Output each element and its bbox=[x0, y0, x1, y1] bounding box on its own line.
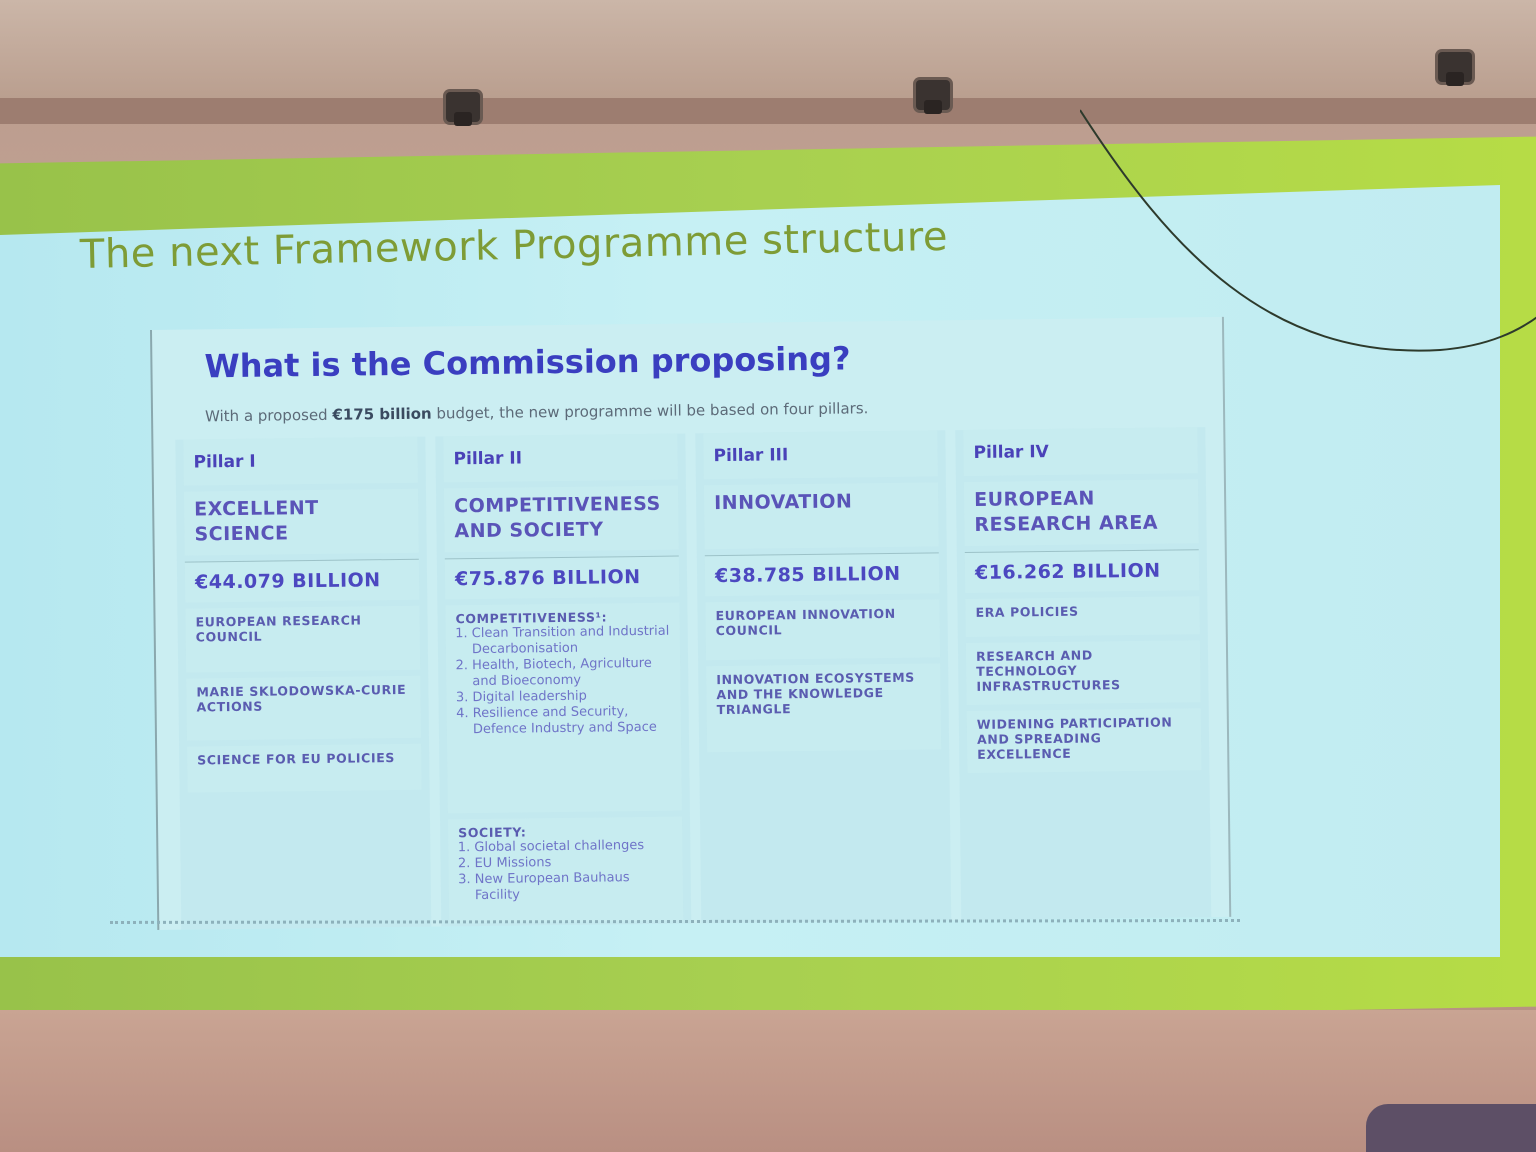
list-item: 4. Resilience and Security, Defence Industry and Space bbox=[473, 704, 671, 738]
pillar-item: ERA POLICIES bbox=[965, 596, 1199, 637]
pillar-item: EUROPEAN RESEARCH COUNCIL bbox=[185, 606, 420, 673]
pillar-item: WIDENING PARTICIPATION AND SPREADING EXCELLENCE bbox=[967, 708, 1202, 773]
pillar-item bbox=[445, 603, 682, 814]
list-item: 3. Digital leadership bbox=[472, 688, 670, 706]
intro-text-end: budget, the new programme will be based on four pillars. bbox=[431, 399, 869, 423]
ceiling-light bbox=[916, 80, 950, 110]
pillar-column-2 bbox=[435, 433, 691, 926]
list-item: 2. Health, Biotech, Agriculture and Bioeconomy bbox=[472, 656, 670, 690]
list-item: 1. Global societal challenges bbox=[474, 838, 672, 856]
pillar-column-1 bbox=[175, 437, 431, 930]
list-item: 1. Clean Transition and Industrial Decarbonisation bbox=[472, 624, 670, 658]
pillar-label: Pillar I bbox=[183, 437, 418, 486]
pillar-item bbox=[448, 817, 683, 924]
pillar-item-list bbox=[458, 838, 673, 905]
panel-heading: What is the Commission proposing? bbox=[204, 339, 851, 386]
intro-text bbox=[205, 399, 868, 425]
pillar-item: SCIENCE FOR EU POLICIES bbox=[187, 744, 422, 793]
wall-lower bbox=[0, 1010, 1536, 1152]
pillar-item: MARIE SKLODOWSKA-CURIE ACTIONS bbox=[186, 676, 421, 741]
ceiling-light bbox=[1438, 52, 1472, 82]
slide-title: The next Framework Programme structure bbox=[79, 213, 949, 278]
list-item: 2. EU Missions bbox=[474, 854, 672, 872]
pillar-column-3 bbox=[695, 430, 951, 923]
pillar-column-4 bbox=[955, 427, 1211, 920]
pillar-name: EUROPEAN RESEARCH AREA bbox=[964, 479, 1199, 546]
pillar-budget: €38.785 BILLION bbox=[705, 552, 939, 596]
ceiling bbox=[0, 0, 1536, 110]
seat-back bbox=[1366, 1104, 1536, 1152]
pillar-budget: €75.876 BILLION bbox=[445, 556, 679, 600]
ceiling-beam bbox=[0, 98, 1536, 124]
pillar-name: INNOVATION bbox=[704, 482, 939, 549]
pillar-item: RESEARCH AND TECHNOLOGY INFRASTRUCTURES bbox=[966, 640, 1201, 705]
pillar-label: Pillar II bbox=[443, 434, 678, 483]
pillar-label: Pillar IV bbox=[963, 427, 1198, 476]
pillar-label: Pillar III bbox=[703, 430, 938, 479]
pillar-item-title: COMPETITIVENESS¹: bbox=[455, 609, 608, 627]
pillar-name: COMPETITIVENESS AND SOCIETY bbox=[444, 486, 679, 553]
pillar-item-title: SOCIETY: bbox=[458, 824, 527, 841]
ceiling-light bbox=[446, 92, 480, 122]
pillar-item: EUROPEAN INNOVATION COUNCIL bbox=[705, 599, 940, 660]
pillar-item: INNOVATION ECOSYSTEMS AND THE KNOWLEDGE TRIANGLE bbox=[706, 663, 941, 752]
pillar-name: EXCELLENT SCIENCE bbox=[184, 489, 419, 556]
pillar-item-list bbox=[456, 624, 671, 739]
pillar-budget: €16.262 BILLION bbox=[965, 549, 1199, 593]
list-item: 3. New European Bauhaus Facility bbox=[475, 870, 673, 904]
intro-budget: €175 billion bbox=[332, 404, 432, 424]
intro-text-start: With a proposed bbox=[204, 405, 333, 426]
pillar-budget: €44.079 BILLION bbox=[185, 559, 419, 603]
content-panel bbox=[150, 317, 1231, 930]
